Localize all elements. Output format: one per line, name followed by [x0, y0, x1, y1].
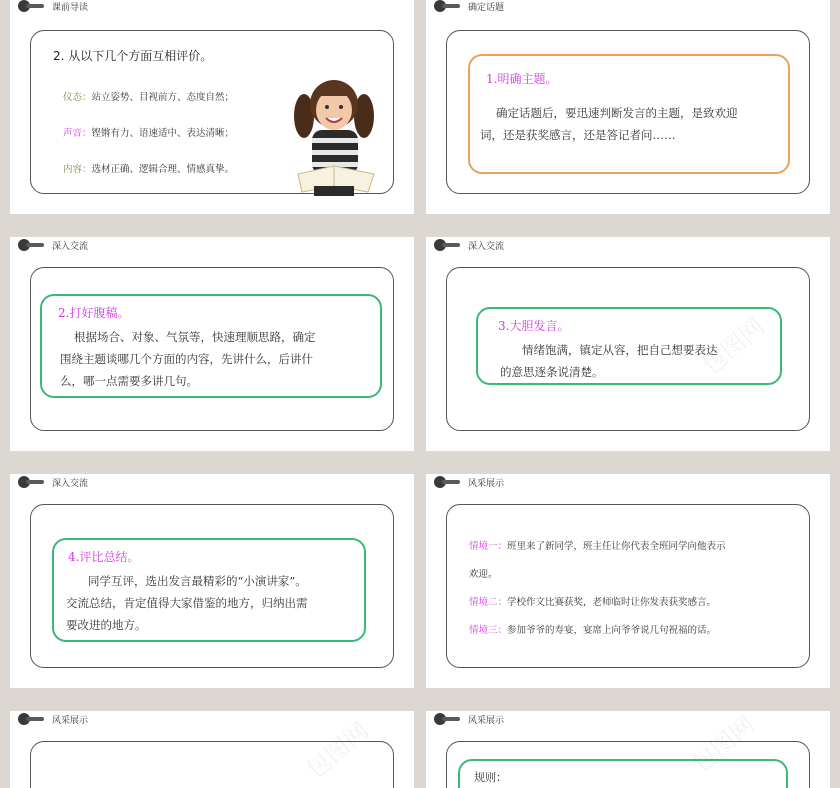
- situation-label: 情境二：: [469, 597, 508, 608]
- slide-header: [434, 237, 504, 253]
- pin-icon: [434, 239, 460, 251]
- criteria-text: 站立姿势、目视前方、态度自然；: [91, 92, 235, 103]
- slide-title: 深入交流: [52, 241, 89, 252]
- situation-text-cont: 欢迎。: [469, 569, 498, 580]
- pin-icon: [18, 476, 44, 488]
- slide-8[interactable]: [426, 711, 830, 788]
- pin-icon: [18, 239, 44, 251]
- criteria-text: 铿锵有力、语速适中、表达清晰；: [91, 128, 235, 139]
- situation-label: 情境一：: [469, 541, 508, 552]
- text-line: 情绪饱满，镇定从容，把自己想要表达: [522, 343, 718, 357]
- slide-header: [18, 711, 88, 727]
- pin-icon: [434, 713, 460, 725]
- callout-box: [468, 54, 790, 174]
- callout-text: [500, 339, 780, 383]
- slide-header: [434, 474, 504, 490]
- slide-title: 风采展示: [52, 715, 89, 726]
- text-line: 同学互评，选出发言最精彩的“小演讲家”。: [88, 574, 307, 588]
- criteria-label: 内容：: [63, 164, 92, 175]
- callout-box: [40, 294, 382, 398]
- pin-icon: [434, 476, 460, 488]
- situation-text: 参加爷爷的寿宴，宴席上向爷爷说几句祝福的话。: [507, 625, 717, 636]
- pin-icon: [18, 713, 44, 725]
- criteria-item: [63, 161, 234, 175]
- callout-heading: 2.打好腹稿。: [58, 306, 130, 320]
- callout-box: [52, 538, 366, 642]
- slide-1[interactable]: [10, 0, 414, 214]
- pin-icon: [18, 0, 44, 12]
- text-line: 词，还是获奖感言，还是答记者问……: [480, 128, 676, 142]
- situation-text: 学校作文比赛获奖，老师临时让你发表获奖感言。: [507, 597, 717, 608]
- slide-title: 风采展示: [468, 478, 505, 489]
- text-line: 么，哪一点需要多讲几句。: [60, 374, 198, 388]
- callout-box: [476, 307, 782, 385]
- slide-6[interactable]: [426, 474, 830, 688]
- callout-heading: 1.明确主题。: [486, 72, 558, 86]
- criteria-item: [63, 89, 234, 103]
- situation-label: 情境三：: [469, 625, 508, 636]
- situation-text: 班里来了新同学，班主任让你代表全班同学向他表示: [507, 541, 726, 552]
- text-line: 交流总结，肯定值得大家借鉴的地方，归纳出需: [66, 596, 308, 610]
- slide-title: 深入交流: [52, 478, 89, 489]
- slide-title: 风采展示: [468, 715, 505, 726]
- text-line: 的意思逐条说清楚。: [500, 365, 604, 379]
- criteria-text: 选材正确、逻辑合理、情感真挚。: [91, 164, 235, 175]
- pin-icon: [434, 0, 460, 12]
- slide-header: [18, 474, 88, 490]
- slide-4[interactable]: [426, 237, 830, 451]
- slide-title: 课前导读: [52, 2, 89, 13]
- content-card: [30, 741, 394, 788]
- situation-item: [469, 533, 801, 645]
- slide-title: 确定话题: [468, 2, 505, 13]
- girl-reading-illustration: [288, 74, 388, 198]
- text-line: 围绕主题谈哪几个方面的内容，先讲什么，后讲什: [60, 352, 313, 366]
- callout-box: [458, 759, 788, 788]
- callout-heading: 3.大胆发言。: [498, 319, 570, 333]
- card-heading: 2. 从以下几个方面互相评价。: [53, 49, 213, 63]
- callout-text: [66, 570, 366, 636]
- slide-header: [434, 0, 504, 14]
- slide-7[interactable]: [10, 711, 414, 788]
- callout-text: [480, 102, 786, 146]
- callout-heading: 4.评比总结。: [68, 550, 140, 564]
- callout-text: [60, 326, 378, 392]
- criteria-label: 声音：: [63, 128, 92, 139]
- text-line: 确定话题后，要迅速判断发言的主题，是致欢迎: [496, 106, 738, 120]
- slide-header: [434, 711, 504, 727]
- slide-header: [18, 0, 88, 14]
- slide-header: [18, 237, 88, 253]
- text-line: 要改进的地方。: [66, 618, 147, 632]
- text-line: 根据场合、对象、气氛等，快速理顺思路，确定: [74, 330, 316, 344]
- criteria-item: [63, 125, 234, 139]
- slide-2[interactable]: [426, 0, 830, 214]
- slide-3[interactable]: [10, 237, 414, 451]
- slide-5[interactable]: [10, 474, 414, 688]
- criteria-label: 仪态：: [63, 92, 92, 103]
- slide-title: 深入交流: [468, 241, 505, 252]
- content-card: [446, 504, 810, 668]
- rules-label: 规则：: [474, 771, 507, 784]
